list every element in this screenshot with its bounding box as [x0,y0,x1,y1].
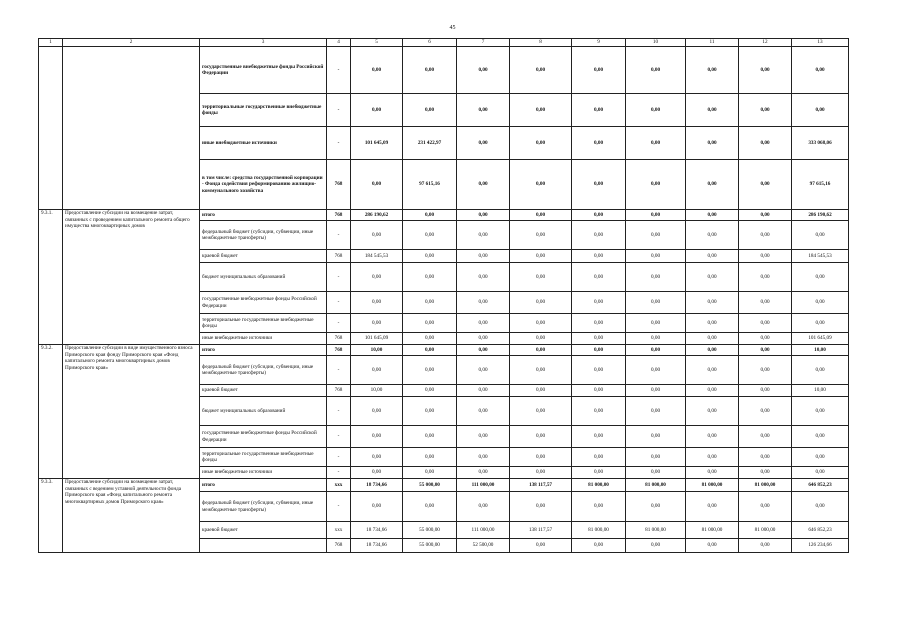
year-value: 0,00 [457,250,510,263]
year-value: 0,00 [626,385,686,397]
total-value: 101 645,09 [792,333,849,345]
year-value: 0,00 [626,263,686,292]
year-value: 0,00 [686,221,739,250]
funding-source-label: итого [200,210,327,221]
year-value: 0,00 [510,333,572,345]
year-value: 0,00 [403,263,457,292]
budget-code: xxx [327,522,351,539]
header-cell: 1 [39,39,63,47]
year-value: 10,00 [351,345,403,356]
year-value: 0,00 [510,539,572,553]
year-value: 0,00 [403,47,457,94]
year-value: 0,00 [510,385,572,397]
year-value: 81 000,00 [739,479,792,492]
year-value: 0,00 [739,160,792,210]
year-value: 0,00 [739,539,792,553]
total-value: 0,00 [792,94,849,127]
year-value: 0,00 [739,314,792,333]
year-value: 0,00 [626,356,686,385]
total-value: 0,00 [792,356,849,385]
total-value: 0,00 [792,397,849,426]
total-value: 0,00 [792,263,849,292]
year-value: 0,00 [739,292,792,314]
year-value: 0,00 [686,539,739,553]
year-value: 0,00 [572,385,626,397]
year-value: 0,00 [351,47,403,94]
year-value: 0,00 [403,345,457,356]
funding-source-label: иные внебюджетные источники [200,127,327,160]
total-value: 0,00 [792,292,849,314]
year-value: 0,00 [351,492,403,522]
budget-code: - [327,426,351,448]
year-value: 81 000,00 [686,479,739,492]
year-value: 0,00 [572,250,626,263]
year-value: 0,00 [686,292,739,314]
year-value: 0,00 [739,210,792,221]
budget-code: xxx [327,479,351,492]
table-row [39,47,849,94]
year-value: 0,00 [403,221,457,250]
budget-code: - [327,492,351,522]
year-value: 0,00 [572,333,626,345]
year-value: 231 422,97 [403,127,457,160]
funding-source-label: федеральный бюджет (субсидии, субвенции, иные межбюджетные трансферты) [200,492,327,522]
year-value: 0,00 [510,160,572,210]
budget-code: 768 [327,210,351,221]
budget-table [38,38,849,553]
year-value: 0,00 [686,210,739,221]
year-value: 0,00 [510,263,572,292]
budget-code: 768 [327,385,351,397]
funding-source-label: бюджет муниципальных образований [200,263,327,292]
year-value: 0,00 [457,448,510,467]
year-value: 0,00 [510,467,572,479]
year-value: 0,00 [351,448,403,467]
year-value: 0,00 [351,314,403,333]
year-value: 0,00 [403,426,457,448]
year-value: 0,00 [403,210,457,221]
year-value: 0,00 [739,250,792,263]
year-value: 0,00 [739,345,792,356]
year-value: 0,00 [457,426,510,448]
year-value: 0,00 [626,539,686,553]
funding-source-label: территориальные государственные внебюджетные фонды [200,94,327,127]
table-row [39,210,849,221]
header-row [39,39,849,47]
year-value: 0,00 [351,160,403,210]
header-cell: 6 [403,39,457,47]
year-value: 81 000,00 [686,522,739,539]
year-value: 0,00 [686,356,739,385]
year-value: 0,00 [739,356,792,385]
budget-code: - [327,94,351,127]
year-value: 81 000,00 [626,479,686,492]
total-value: 0,00 [792,448,849,467]
year-value: 0,00 [457,356,510,385]
year-value: 0,00 [572,356,626,385]
funding-source-label: федеральный бюджет (субсидии, субвенции, иные межбюджетные трансферты) [200,356,327,385]
year-value: 0,00 [686,426,739,448]
year-value: 0,00 [457,397,510,426]
year-value: 0,00 [403,448,457,467]
funding-source-label: федеральный бюджет (субсидии, субвенции, иные межбюджетные трансферты) [200,221,327,250]
year-value: 0,00 [626,160,686,210]
year-value: 138 117,57 [510,479,572,492]
item-description [63,47,200,210]
year-value: 101 645,09 [351,127,403,160]
budget-code: - [327,221,351,250]
total-value: 184 545,53 [792,250,849,263]
funding-source-label: государственные внебюджетные фонды Российской Федерации [200,426,327,448]
year-value: 0,00 [403,314,457,333]
year-value: 0,00 [351,292,403,314]
header-cell: 12 [739,39,792,47]
funding-source-label: государственные внебюджетные фонды Российской Федерации [200,47,327,94]
total-value: 0,00 [792,47,849,94]
table-row [39,479,849,492]
year-value: 0,00 [572,397,626,426]
funding-source-label: иные внебюджетные источники [200,467,327,479]
year-value: 0,00 [686,314,739,333]
page-number: 45 [449,25,456,31]
year-value: 101 645,09 [351,333,403,345]
year-value: 18 734,66 [351,522,403,539]
year-value: 0,00 [510,210,572,221]
budget-code: - [327,356,351,385]
budget-code: 768 [327,345,351,356]
year-value: 0,00 [457,160,510,210]
year-value: 0,00 [739,333,792,345]
header-cell: 4 [327,39,351,47]
year-value: 0,00 [626,448,686,467]
total-value: 646 852,23 [792,479,849,492]
year-value: 0,00 [510,345,572,356]
year-value: 0,00 [686,492,739,522]
year-value: 0,00 [510,292,572,314]
year-value: 0,00 [510,94,572,127]
year-value: 0,00 [626,221,686,250]
year-value: 0,00 [457,127,510,160]
year-value: 0,00 [686,250,739,263]
year-value: 0,00 [686,448,739,467]
budget-code: 768 [327,333,351,345]
header-cell: 7 [457,39,510,47]
budget-code: - [327,467,351,479]
year-value: 0,00 [686,333,739,345]
year-value: 0,00 [626,250,686,263]
year-value: 0,00 [572,94,626,127]
year-value: 0,00 [572,210,626,221]
funding-source-label: бюджет муниципальных образований [200,397,327,426]
funding-source-label: в том числе: средства государственной корпорации - Фонда содействия реформированию жилищно-коммунального хозяйства [200,160,327,210]
year-value: 111 000,00 [457,479,510,492]
year-value: 0,00 [572,47,626,94]
year-value: 0,00 [351,426,403,448]
budget-code: 768 [327,539,351,553]
year-value: 0,00 [457,94,510,127]
year-value: 0,00 [572,426,626,448]
year-value: 0,00 [351,263,403,292]
year-value: 0,00 [403,94,457,127]
year-value: 0,00 [351,94,403,127]
year-value: 0,00 [457,292,510,314]
year-value: 0,00 [626,492,686,522]
year-value: 0,00 [686,467,739,479]
year-value: 0,00 [403,356,457,385]
year-value: 0,00 [403,467,457,479]
year-value: 0,00 [739,397,792,426]
header-cell: 5 [351,39,403,47]
year-value: 0,00 [626,47,686,94]
year-value: 0,00 [572,160,626,210]
year-value: 55 000,00 [403,539,457,553]
year-value: 0,00 [739,448,792,467]
year-value: 52 500,00 [457,539,510,553]
year-value: 0,00 [626,426,686,448]
year-value: 0,00 [686,94,739,127]
item-number [39,47,63,210]
year-value: 111 000,00 [457,522,510,539]
year-value: 0,00 [510,492,572,522]
total-value: 0,00 [792,314,849,333]
header-cell: 10 [626,39,686,47]
year-value: 0,00 [351,221,403,250]
year-value: 0,00 [626,467,686,479]
year-value: 0,00 [403,385,457,397]
year-value: 0,00 [510,397,572,426]
funding-source-label: иные внебюджетные источники [200,333,327,345]
header-cell: 2 [63,39,200,47]
year-value: 0,00 [686,47,739,94]
year-value: 0,00 [457,221,510,250]
year-value: 0,00 [510,47,572,94]
year-value: 138 117,57 [510,522,572,539]
year-value: 0,00 [572,263,626,292]
year-value: 0,00 [510,314,572,333]
year-value: 0,00 [351,397,403,426]
funding-source-label: территориальные государственные внебюджетные фонды [200,448,327,467]
year-value: 18 734,66 [351,539,403,553]
year-value: 0,00 [572,448,626,467]
funding-source-label: краевой бюджет [200,522,327,539]
total-value: 0,00 [792,467,849,479]
year-value: 0,00 [457,263,510,292]
year-value: 0,00 [457,385,510,397]
year-value: 0,00 [626,94,686,127]
year-value: 0,00 [686,385,739,397]
year-value: 0,00 [626,210,686,221]
year-value: 0,00 [739,47,792,94]
year-value: 0,00 [510,448,572,467]
total-value: 286 190,62 [792,210,849,221]
year-value: 0,00 [510,127,572,160]
year-value: 97 615,16 [403,160,457,210]
year-value: 0,00 [686,160,739,210]
year-value: 0,00 [686,263,739,292]
year-value: 0,00 [739,263,792,292]
year-value: 0,00 [572,127,626,160]
header-cell: 3 [200,39,327,47]
year-value: 0,00 [739,221,792,250]
total-value: 0,00 [792,426,849,448]
total-value: 646 852,23 [792,522,849,539]
funding-source-label [200,539,327,553]
budget-code: 768 [327,160,351,210]
year-value: 0,00 [572,314,626,333]
year-value: 0,00 [457,333,510,345]
total-value: 97 615,16 [792,160,849,210]
budget-code: - [327,314,351,333]
total-value: 0,00 [792,492,849,522]
budget-code: - [327,263,351,292]
total-value: 10,00 [792,345,849,356]
budget-code: - [327,292,351,314]
year-value: 0,00 [572,492,626,522]
year-value: 0,00 [403,397,457,426]
item-description: Предоставление субсидии на возмещение затрат, связанных с ведением уставной деятельности фонда Приморского края «Фонд капитального ремонта многоквартирных домов Приморского края» [63,479,200,553]
year-value: 184 545,53 [351,250,403,263]
header-cell: 11 [686,39,739,47]
year-value: 0,00 [572,345,626,356]
funding-source-label: краевой бюджет [200,250,327,263]
funding-source-label: итого [200,479,327,492]
item-description: Предоставление субсидии на возмещение затрат, связанных с проведением капитального ремонта общего имущества многоквартирных домов [63,210,200,345]
year-value: 0,00 [626,333,686,345]
year-value: 0,00 [457,492,510,522]
year-value: 0,00 [686,345,739,356]
year-value: 18 734,66 [351,479,403,492]
header-cell: 13 [792,39,849,47]
year-value: 0,00 [510,221,572,250]
header-cell: 8 [510,39,572,47]
year-value: 55 000,00 [403,479,457,492]
item-number: 9.3.3. [39,479,63,553]
funding-source-label: итого [200,345,327,356]
total-value: 126 234,66 [792,539,849,553]
year-value: 0,00 [739,426,792,448]
budget-code: - [327,127,351,160]
year-value: 0,00 [626,314,686,333]
year-value: 0,00 [626,127,686,160]
year-value: 0,00 [739,127,792,160]
year-value: 0,00 [457,210,510,221]
budget-code: 768 [327,250,351,263]
item-description: Предоставление субсидии в виде имущественного взноса Приморского края фонду Приморского края «Фонд капитального ремонта многоквартирных домов Приморского края» [63,345,200,479]
year-value: 0,00 [403,292,457,314]
year-value: 81 000,00 [572,479,626,492]
year-value: 0,00 [351,356,403,385]
year-value: 0,00 [572,539,626,553]
year-value: 0,00 [626,292,686,314]
year-value: 10,00 [351,385,403,397]
header-cell: 9 [572,39,626,47]
year-value: 0,00 [739,492,792,522]
year-value: 0,00 [510,250,572,263]
year-value: 0,00 [403,333,457,345]
year-value: 0,00 [739,467,792,479]
total-value: 333 068,06 [792,127,849,160]
funding-source-label: территориальные государственные внебюджетные фонды [200,314,327,333]
year-value: 81 000,00 [739,522,792,539]
year-value: 0,00 [510,426,572,448]
year-value: 0,00 [626,397,686,426]
year-value: 0,00 [510,356,572,385]
budget-code: - [327,47,351,94]
year-value: 55 000,00 [403,522,457,539]
funding-source-label: краевой бюджет [200,385,327,397]
year-value: 0,00 [572,467,626,479]
year-value: 81 000,00 [572,522,626,539]
budget-code: - [327,448,351,467]
year-value: 81 000,00 [626,522,686,539]
item-number: 9.3.1. [39,210,63,345]
year-value: 0,00 [686,127,739,160]
year-value: 0,00 [572,292,626,314]
year-value: 0,00 [572,221,626,250]
year-value: 0,00 [457,314,510,333]
funding-source-label: государственные внебюджетные фонды Российской Федерации [200,292,327,314]
table-row [39,345,849,356]
year-value: 0,00 [457,47,510,94]
year-value: 0,00 [626,345,686,356]
budget-code: - [327,397,351,426]
year-value: 0,00 [739,385,792,397]
year-value: 0,00 [457,345,510,356]
year-value: 0,00 [403,250,457,263]
year-value: 0,00 [351,467,403,479]
year-value: 0,00 [457,467,510,479]
total-value: 10,00 [792,385,849,397]
year-value: 0,00 [403,492,457,522]
year-value: 0,00 [686,397,739,426]
item-number: 9.3.2. [39,345,63,479]
total-value: 0,00 [792,221,849,250]
year-value: 0,00 [739,94,792,127]
year-value: 286 190,62 [351,210,403,221]
